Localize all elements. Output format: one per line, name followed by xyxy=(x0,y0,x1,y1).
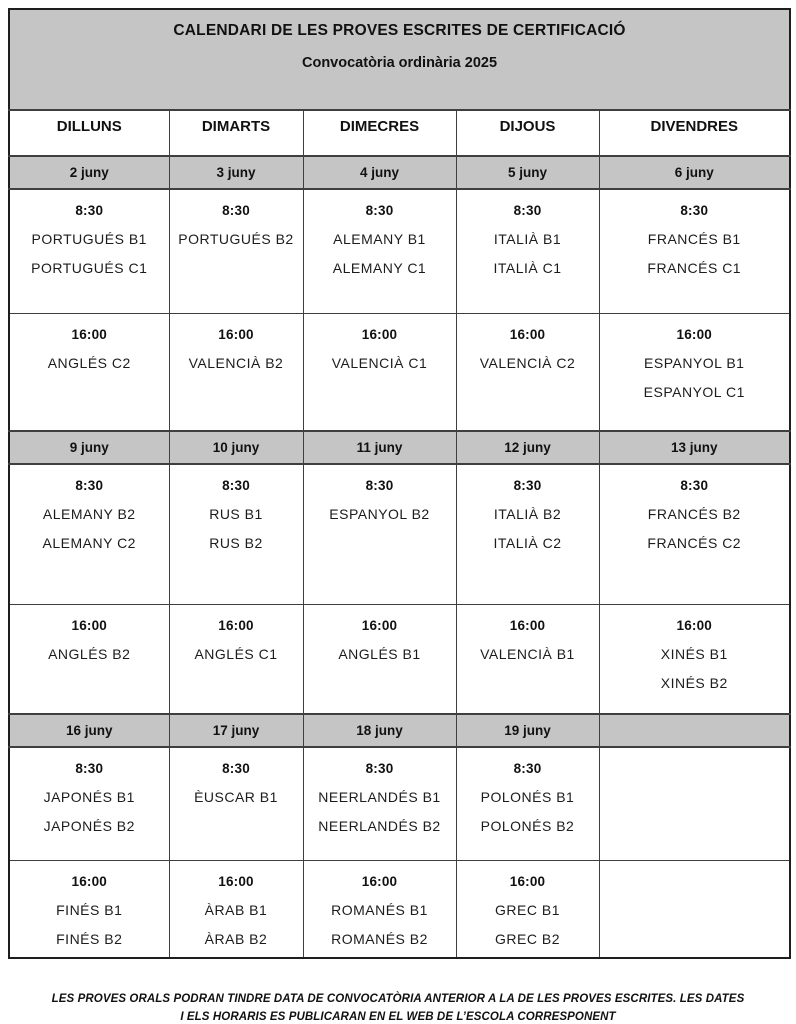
session-time: 16:00 xyxy=(361,617,398,633)
exam-entry: RUS B1 xyxy=(209,506,263,522)
exam-entry: ESPANYOL B2 xyxy=(329,506,430,522)
exam-entry: FRANCÉS C1 xyxy=(647,260,742,276)
exam-entry: XINÉS B2 xyxy=(660,674,728,691)
exam-cell xyxy=(169,747,303,860)
date-cell: 4 juny xyxy=(303,156,456,189)
exam-entry: NEERLANDÉS B1 xyxy=(318,789,441,805)
exam-cell xyxy=(169,604,303,714)
exam-entry: ITALIÀ C2 xyxy=(493,535,562,551)
exam-cell xyxy=(456,464,599,604)
exam-cell xyxy=(303,860,456,958)
exam-entry: RUS B2 xyxy=(209,535,263,551)
exam-cell xyxy=(9,860,169,958)
session-row-afternoon xyxy=(9,313,790,431)
exam-cell xyxy=(169,189,303,313)
date-cell: 2 juny xyxy=(9,156,169,189)
session-row-morning xyxy=(9,464,790,604)
exam-cell xyxy=(599,189,790,313)
exam-entry: ALEMANY B1 xyxy=(333,231,426,247)
exam-cell xyxy=(169,464,303,604)
session-time: 8:30 xyxy=(365,203,394,218)
exam-entry: GREC B2 xyxy=(495,930,560,947)
day-header: DIMECRES xyxy=(303,110,456,156)
date-cell: 10 juny xyxy=(169,431,303,464)
session-time: 8:30 xyxy=(75,478,104,493)
session-time: 16:00 xyxy=(509,326,546,342)
session-time: 8:30 xyxy=(513,478,542,493)
day-header: DIMARTS xyxy=(169,110,303,156)
session-time: 8:30 xyxy=(222,478,250,493)
exam-entry: VALENCIÀ B1 xyxy=(480,645,575,662)
footer-note-line: LES PROVES ORALS PODRAN TINDRE DATA DE CONVOCATÒRIA ANTERIOR A LA DE LES PROVES ESCRITES. LES DATES xyxy=(51,993,745,1005)
exam-cell xyxy=(9,189,169,313)
session-time: 16:00 xyxy=(676,617,713,633)
day-header: DIJOUS xyxy=(456,110,599,156)
date-cell xyxy=(599,714,790,747)
exam-cell xyxy=(169,860,303,958)
session-time: 8:30 xyxy=(222,203,250,218)
date-cell: 12 juny xyxy=(456,431,599,464)
exam-entry: ALEMANY C1 xyxy=(332,260,427,276)
session-time: 8:30 xyxy=(75,761,104,776)
exam-entry: VALENCIÀ C2 xyxy=(479,354,576,371)
exam-entry: XINÉS B1 xyxy=(660,645,728,662)
exam-entry: ÈUSCAR B1 xyxy=(194,789,278,805)
exam-entry: PORTUGUÉS B2 xyxy=(178,231,294,247)
session-time: 8:30 xyxy=(222,761,250,776)
day-header-row xyxy=(9,110,790,156)
exam-cell xyxy=(599,313,790,431)
exam-entry: ROMANÉS B1 xyxy=(331,901,428,918)
exam-cell xyxy=(599,464,790,604)
exam-entry: ÀRAB B1 xyxy=(204,901,268,918)
session-time: 8:30 xyxy=(680,203,709,218)
date-cell: 11 juny xyxy=(303,431,456,464)
exam-cell xyxy=(303,313,456,431)
page-title: CALENDARI DE LES PROVES ESCRITES DE CERTIFICACIÓ xyxy=(173,22,626,39)
exam-entry: JAPONÉS B2 xyxy=(43,818,135,834)
session-time: 16:00 xyxy=(509,873,546,889)
session-time: 16:00 xyxy=(71,326,108,342)
exam-entry: FINÉS B1 xyxy=(56,901,123,918)
exam-cell xyxy=(599,860,790,958)
session-time: 8:30 xyxy=(365,761,394,776)
session-row-afternoon xyxy=(9,604,790,714)
session-time: 8:30 xyxy=(513,203,542,218)
exam-entry: POLONÉS B1 xyxy=(480,789,575,805)
session-time: 8:30 xyxy=(513,761,542,776)
exam-cell xyxy=(303,604,456,714)
date-row xyxy=(9,156,790,189)
exam-cell xyxy=(169,313,303,431)
calendar-header-row xyxy=(9,9,790,110)
exam-entry: VALENCIÀ C1 xyxy=(331,354,428,371)
session-time: 16:00 xyxy=(676,326,713,342)
exam-entry: ESPANYOL C1 xyxy=(643,383,745,400)
exam-cell xyxy=(303,747,456,860)
session-time: 16:00 xyxy=(361,326,398,342)
session-time: 8:30 xyxy=(75,203,104,218)
date-cell: 17 juny xyxy=(169,714,303,747)
day-header: DILLUNS xyxy=(9,110,169,156)
exam-entry: ALEMANY B2 xyxy=(42,506,136,522)
session-time: 16:00 xyxy=(71,873,108,889)
exam-cell xyxy=(599,747,790,860)
exam-cell xyxy=(456,604,599,714)
date-cell: 3 juny xyxy=(169,156,303,189)
session-row-morning xyxy=(9,747,790,860)
date-cell: 6 juny xyxy=(599,156,790,189)
exam-entry: ÀRAB B2 xyxy=(204,930,268,947)
footer-note xyxy=(0,991,796,1024)
date-row xyxy=(9,714,790,747)
calendar-header-cell xyxy=(9,9,790,110)
exam-entry: ANGLÉS C1 xyxy=(194,645,278,662)
exam-cell xyxy=(303,464,456,604)
page-subtitle: Convocatòria ordinària 2025 xyxy=(302,55,498,71)
exam-entry: PORTUGUÉS B1 xyxy=(31,231,147,247)
session-time: 16:00 xyxy=(218,326,254,342)
day-header: DIVENDRES xyxy=(599,110,790,156)
exam-entry: ROMANÉS B2 xyxy=(331,930,428,947)
exam-entry: FRANCÉS B2 xyxy=(647,506,741,522)
session-time: 8:30 xyxy=(680,478,709,493)
exam-entry: PORTUGUÉS C1 xyxy=(31,260,148,276)
exam-cell xyxy=(9,464,169,604)
exam-entry: FINÉS B2 xyxy=(56,930,123,947)
date-cell: 18 juny xyxy=(303,714,456,747)
exam-calendar-table xyxy=(8,8,791,959)
exam-cell xyxy=(456,747,599,860)
exam-entry: ITALIÀ B1 xyxy=(493,231,562,247)
exam-cell xyxy=(599,604,790,714)
exam-entry: ESPANYOL B1 xyxy=(644,354,745,371)
date-cell: 9 juny xyxy=(9,431,169,464)
date-cell: 5 juny xyxy=(456,156,599,189)
footer-note-line: I ELS HORARIS ES PUBLICARAN EN EL WEB DE L’ESCOLA CORRESPONENT xyxy=(180,1010,616,1023)
exam-entry: ANGLÉS B2 xyxy=(48,645,131,662)
exam-cell xyxy=(456,189,599,313)
exam-entry: ITALIÀ B2 xyxy=(493,506,562,522)
exam-entry: VALENCIÀ B2 xyxy=(188,354,284,371)
exam-entry: POLONÉS B2 xyxy=(480,818,575,834)
exam-entry: FRANCÉS B1 xyxy=(647,231,741,247)
session-time: 16:00 xyxy=(218,873,254,889)
exam-entry: GREC B1 xyxy=(495,901,560,918)
session-time: 8:30 xyxy=(365,478,394,493)
exam-entry: ALEMANY C2 xyxy=(42,535,136,551)
exam-entry: NEERLANDÉS B2 xyxy=(318,818,441,834)
session-time: 16:00 xyxy=(361,873,398,889)
session-time: 16:00 xyxy=(509,617,546,633)
session-row-morning xyxy=(9,189,790,313)
exam-cell xyxy=(303,189,456,313)
exam-entry: JAPONÉS B1 xyxy=(43,789,135,805)
exam-entry: ANGLÉS C2 xyxy=(47,354,131,371)
exam-cell xyxy=(9,313,169,431)
exam-cell xyxy=(9,604,169,714)
exam-cell xyxy=(9,747,169,860)
session-time: 16:00 xyxy=(71,617,108,633)
exam-cell xyxy=(456,313,599,431)
exam-entry: FRANCÉS C2 xyxy=(647,535,742,551)
exam-cell xyxy=(456,860,599,958)
date-cell: 16 juny xyxy=(9,714,169,747)
date-cell: 19 juny xyxy=(456,714,599,747)
date-row xyxy=(9,431,790,464)
session-time: 16:00 xyxy=(218,617,254,633)
exam-entry: ANGLÉS B1 xyxy=(338,645,421,662)
session-row-afternoon xyxy=(9,860,790,958)
exam-entry: ITALIÀ C1 xyxy=(493,260,562,276)
date-cell: 13 juny xyxy=(599,431,790,464)
